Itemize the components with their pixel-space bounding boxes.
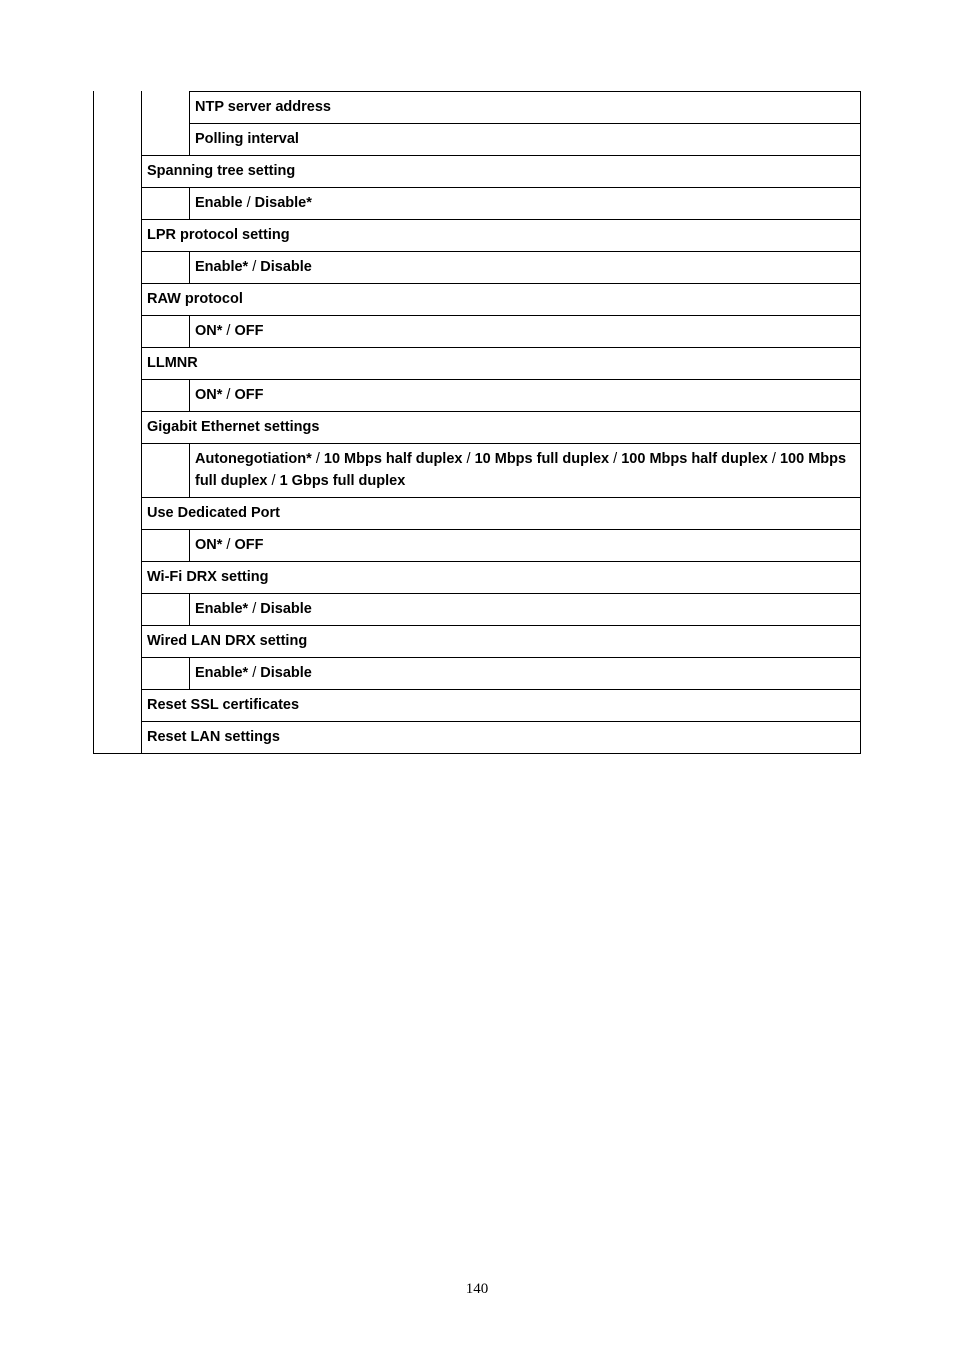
indent-cell xyxy=(93,91,141,123)
option-label: Disable xyxy=(260,665,312,681)
option-label: Disable xyxy=(260,601,312,617)
separator: / xyxy=(222,323,235,339)
indent-cell xyxy=(93,689,141,721)
settings-table xyxy=(93,91,861,754)
table-bottom-rule xyxy=(93,753,861,754)
indent-cell xyxy=(141,529,189,561)
indent-cell xyxy=(93,497,141,529)
option-values xyxy=(189,657,861,689)
option-values xyxy=(189,187,861,219)
option-row xyxy=(93,657,861,689)
page-number: 140 xyxy=(465,1281,489,1297)
indent-cell xyxy=(93,187,141,219)
setting-row xyxy=(93,721,861,754)
indent-cell xyxy=(93,529,141,561)
option-label: ON* xyxy=(195,323,223,339)
option-label: OFF xyxy=(234,323,264,339)
option-label: Wired LAN DRX setting xyxy=(147,633,308,649)
option-label: Enable xyxy=(195,195,243,211)
separator: / xyxy=(311,451,324,467)
setting-row xyxy=(93,155,861,187)
indent-cell xyxy=(93,251,141,283)
setting-row xyxy=(93,689,861,721)
option-label: LLMNR xyxy=(147,355,198,371)
option-row xyxy=(93,315,861,347)
option-values xyxy=(189,529,861,561)
indent-cell xyxy=(93,379,141,411)
option-label: OFF xyxy=(234,537,264,553)
option-values xyxy=(189,123,861,155)
option-values xyxy=(189,91,861,123)
setting-row xyxy=(93,497,861,529)
option-label: NTP server address xyxy=(195,99,331,115)
option-label: Disable xyxy=(260,259,312,275)
separator: / xyxy=(222,387,235,403)
option-label: Enable* xyxy=(195,601,249,617)
indent-cell xyxy=(141,379,189,411)
setting-name xyxy=(141,721,861,753)
option-label: 1 Gbps full duplex xyxy=(279,473,406,489)
setting-name xyxy=(141,347,861,379)
option-values xyxy=(189,379,861,411)
setting-row xyxy=(93,347,861,379)
setting-name xyxy=(141,283,861,315)
option-label: ON* xyxy=(195,537,223,553)
separator: / xyxy=(242,195,255,211)
setting-row xyxy=(93,219,861,251)
option-label: Autonegotiation* xyxy=(195,451,312,467)
option-values xyxy=(189,443,861,497)
option-label: LPR protocol setting xyxy=(147,227,290,243)
option-row xyxy=(93,443,861,497)
setting-name xyxy=(141,689,861,721)
setting-row xyxy=(93,283,861,315)
setting-name xyxy=(141,497,861,529)
option-label: 10 Mbps half duplex xyxy=(323,451,463,467)
indent-cell xyxy=(141,315,189,347)
option-row xyxy=(93,379,861,411)
option-row xyxy=(93,123,861,155)
setting-row xyxy=(93,411,861,443)
option-label: Polling interval xyxy=(195,131,299,147)
setting-name xyxy=(141,219,861,251)
option-label: 100 Mbps full duplex xyxy=(195,451,847,489)
indent-cell xyxy=(141,91,189,123)
option-label: RAW protocol xyxy=(147,291,243,307)
option-label: Enable* xyxy=(195,665,249,681)
setting-name xyxy=(141,625,861,657)
option-label: Enable* xyxy=(195,259,249,275)
separator: / xyxy=(462,451,475,467)
indent-cell xyxy=(93,347,141,379)
indent-cell xyxy=(93,443,141,497)
indent-cell xyxy=(93,721,141,753)
option-row xyxy=(93,529,861,561)
setting-row xyxy=(93,561,861,593)
separator: / xyxy=(609,451,622,467)
separator: / xyxy=(222,537,235,553)
option-label: Wi-Fi DRX setting xyxy=(147,569,269,585)
indent-cell xyxy=(141,593,189,625)
separator: / xyxy=(248,259,261,275)
indent-cell xyxy=(93,155,141,187)
option-row xyxy=(93,187,861,219)
indent-cell xyxy=(93,593,141,625)
indent-cell xyxy=(141,443,189,497)
option-label: OFF xyxy=(234,387,264,403)
option-row xyxy=(93,593,861,625)
separator: / xyxy=(767,451,780,467)
indent-cell xyxy=(93,315,141,347)
option-values xyxy=(189,593,861,625)
option-row xyxy=(93,251,861,283)
indent-cell xyxy=(93,283,141,315)
option-label: 100 Mbps half duplex xyxy=(621,451,768,467)
option-label: Reset SSL certificates xyxy=(147,697,300,713)
indent-cell xyxy=(141,187,189,219)
option-row xyxy=(93,91,861,123)
indent-cell xyxy=(93,625,141,657)
option-label: Reset LAN settings xyxy=(147,729,280,745)
option-label: ON* xyxy=(195,387,223,403)
indent-cell xyxy=(93,123,141,155)
separator: / xyxy=(248,601,261,617)
option-values xyxy=(189,251,861,283)
setting-name xyxy=(141,561,861,593)
indent-cell xyxy=(93,657,141,689)
indent-cell xyxy=(93,411,141,443)
indent-cell xyxy=(141,657,189,689)
option-values xyxy=(189,315,861,347)
setting-name xyxy=(141,411,861,443)
indent-cell xyxy=(141,251,189,283)
setting-name xyxy=(141,155,861,187)
option-label: Spanning tree setting xyxy=(147,163,296,179)
separator: / xyxy=(267,473,280,489)
setting-row xyxy=(93,625,861,657)
indent-cell xyxy=(93,219,141,251)
indent-cell xyxy=(93,561,141,593)
indent-cell xyxy=(141,123,189,155)
option-label: Use Dedicated Port xyxy=(147,505,280,521)
option-label: Gigabit Ethernet settings xyxy=(147,419,320,435)
option-label: 10 Mbps full duplex xyxy=(474,451,610,467)
separator: / xyxy=(248,665,261,681)
option-label: Disable* xyxy=(254,195,312,211)
